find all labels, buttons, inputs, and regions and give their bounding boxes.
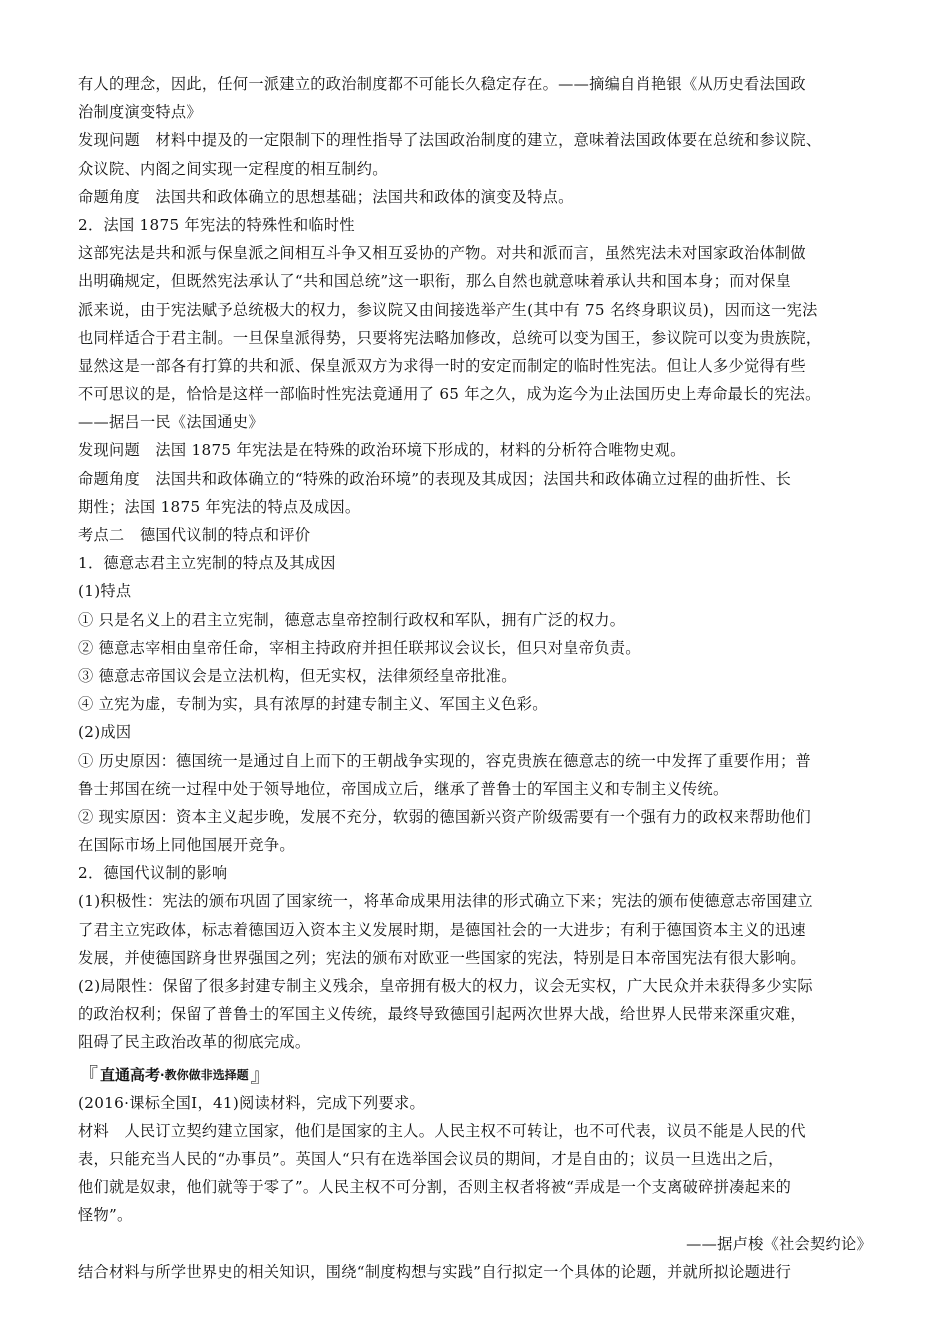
text-line: 怪物”。: [78, 1206, 133, 1225]
text-line: 表，只能充当人民的“办事员”。英国人“只有在选举国会议员的期间，才是自由的；议员一旦选出之后，: [78, 1149, 784, 1168]
section-banner: [78, 1061, 878, 1089]
text-line: (1)积极性：宪法的颁布巩固了国家统一，将革命成果用法律的形式确立下来；宪法的颁布使德意志帝国建立: [78, 892, 813, 911]
text-line: 有人的理念，因此，任何一派建立的政治制度都不可能长久稳定存在。——摘编自肖艳银《从历史看法国政: [78, 75, 806, 93]
text-line: 发展，并使德国跻身世界强国之列；宪法的颁布对欧亚一些国家的宪法，特别是日本帝国宪法有很大影响。: [78, 948, 806, 967]
text-line: 众议院、内阁之间实现一定程度的相互制约。: [78, 159, 388, 178]
text-line: 了君主立宪政体，标志着德国迈入资本主义发展时期，是德国社会的一大进步；有利于德国资本主义的迅速: [78, 920, 806, 939]
text-line: (2016·课标全国Ⅰ，41)阅读材料，完成下列要求。: [78, 1093, 425, 1112]
document-page: [78, 70, 878, 1286]
text-line: ② 现实原因：资本主义起步晚，发展不充分，软弱的德国新兴资产阶级需要有一个强有力的政权来帮助他们: [78, 807, 812, 826]
text-line: 派来说，由于宪法赋予总统极大的权力，参议院又由间接选举产生(其中有 75 名终身职议员)，因而这一宪法: [78, 300, 818, 319]
text-line: 也同样适合于君主制。一旦保皇派得势，只要将宪法略加修改，总统可以变为国王，参议院可以变为贵族院，: [78, 328, 822, 347]
text-line: (2)成因: [78, 723, 132, 742]
text-line: 命题角度 法国共和政体确立的“特殊的政治环境”的表现及其成因；法国共和政体确立过程的曲折性、长: [78, 469, 792, 488]
text-line: (2)局限性：保留了很多封建专制主义残余，皇帝拥有极大的权力，议会无实权，广大民众并未获得多少实际: [78, 977, 813, 995]
text-line: ③ 德意志帝国议会是立法机构，但无实权，法律须经皇帝批准。: [78, 666, 517, 685]
text-line: 材料 人民订立契约建立国家，他们是国家的主人。人民主权不可转让，也不可代表，议员不能是人民的代: [78, 1121, 806, 1140]
text-line: 2．德国代议制的影响: [78, 864, 228, 883]
text-line: 不可思议的是，恰恰是这样一部临时性宪法竟通用了 65 年之久，成为迄今为止法国历史上寿命最长的宪法。: [78, 385, 821, 404]
text-line: 这部宪法是共和派与保皇派之间相互斗争又相互妥协的产物。对共和派而言，虽然宪法未对国家政治体制做: [78, 244, 806, 263]
text-line: 命题角度 法国共和政体确立的思想基础；法国共和政体的演变及特点。: [78, 187, 574, 206]
text-line: 显然这是一部各有打算的共和派、保皇派双方为求得一时的安定而制定的临时性宪法。但让人多少觉得有些: [78, 356, 806, 375]
source-note: ——据卢梭《社会契约论》: [686, 1234, 872, 1253]
text-line: 他们就是奴隶，他们就等于零了”。人民主权不可分割，否则主权者将被“弄成是一个支离破碎拼凑起来的: [78, 1178, 792, 1197]
text-line: 发现问题 法国 1875 年宪法是在特殊的政治环境下形成的，材料的分析符合唯物史观。: [78, 441, 686, 460]
text-line: ① 只是名义上的君主立宪制，德意志皇帝控制行政权和军队，拥有广泛的权力。: [78, 610, 626, 629]
text-line: 治制度演变特点》: [78, 103, 202, 122]
text-line: 在国际市场上同他国展开竞争。: [78, 836, 295, 855]
text-line: 2．法国 1875 年宪法的特殊性和临时性: [78, 215, 355, 234]
banner-open-bracket: 『: [78, 1062, 98, 1087]
text-line: 发现问题 材料中提及的一定限制下的理性指导了法国政治制度的建立，意味着法国政体要在总统和参议院、: [78, 131, 822, 150]
text-line: (1)特点: [78, 582, 132, 601]
text-line: ——据吕一民《法国通史》: [78, 413, 264, 432]
banner-title: 直通高考: [100, 1066, 161, 1085]
banner-close-bracket: 』: [250, 1062, 271, 1087]
text-line: 1．德意志君主立宪制的特点及其成因: [78, 554, 336, 573]
question-text-block: [78, 1089, 878, 1230]
text-line: 鲁士邦国在统一过程中处于领导地位，帝国成立后，继承了普鲁士的军国主义和专制主义传统。: [78, 779, 729, 798]
text-line: ② 德意志宰相由皇帝任命，宰相主持政府并担任联邦议会议长，但只对皇帝负责。: [78, 638, 641, 657]
text-line: ① 历史原因：德国统一是通过自上而下的王朝战争实现的，容克贵族在德意志的统一中发挥了重要作用；普: [78, 751, 812, 770]
text-line: 期性；法国 1875 年宪法的特点及成因。: [78, 497, 361, 516]
text-line: 的政治权利；保留了普鲁士的军国主义传统，最终导致德国引起两次世界大战，给世界人民带来深重灾难，: [78, 1005, 806, 1024]
text-line: 阻碍了民主政治改革的彻底完成。: [78, 1033, 311, 1052]
text-line: ④ 立宪为虚，专制为实，具有浓厚的封建专制主义、军国主义色彩。: [78, 695, 548, 714]
banner-subtitle: ·教你做非选择题: [160, 1068, 249, 1083]
text-line: 考点二 德国代议制的特点和评价: [78, 526, 311, 544]
final-paragraph-line: 结合材料与所学世界史的相关知识，围绕“制度构想与实践”自行拟定一个具体的论题，并就所拟论题进行: [78, 1262, 792, 1281]
top-text-block: [78, 70, 878, 1057]
text-line: 出明确规定，但既然宪法承认了“共和国总统”这一职衔，那么自然也就意味着承认共和国本身；而对保皇: [78, 272, 792, 291]
